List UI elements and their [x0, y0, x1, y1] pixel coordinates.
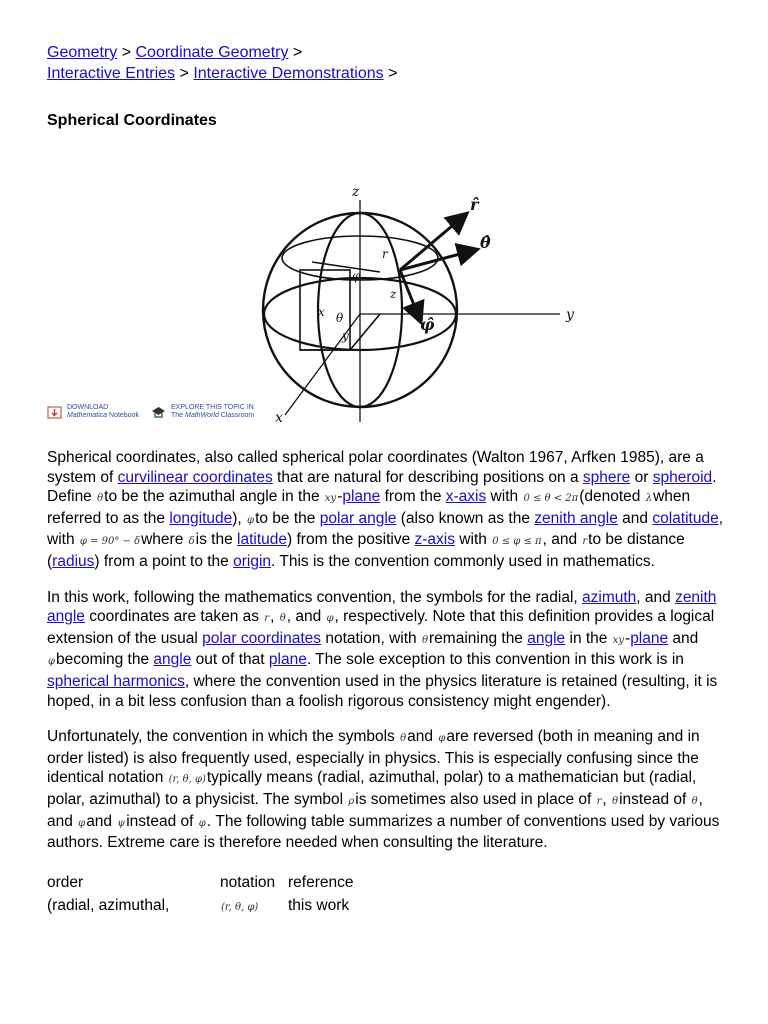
table-row — [47, 894, 727, 919]
math-xy: xy — [612, 634, 625, 646]
figure-label-phi: φ — [352, 269, 361, 283]
figure-label-z-axis: z — [352, 184, 360, 200]
math-phi: φ — [247, 514, 255, 526]
link-radius[interactable]: radius — [52, 552, 95, 570]
breadcrumb-link-interactive-entries[interactable]: Interactive Entries — [47, 65, 176, 82]
projection-line-2 — [350, 314, 380, 350]
figure-label-r-hat: r̂ — [470, 195, 479, 214]
download-label-em: Mathematica — [67, 412, 108, 419]
figure-label-theta-hat: θ̂ — [480, 233, 491, 252]
math-phi-range: 0 ≤ φ ≤ π — [492, 536, 542, 548]
math-phi: φ — [48, 656, 56, 668]
paragraph-definition: Spherical coordinates, also called spherical polar coordinates (Walton 1967, Arfken 1985), are a system of curvilinear coordinates that are natural for describing positions on a sphere or spheroid. Define θto be the azimuthal angle in the xy-plane from the x-axis with 0 ≤ θ < 2π(denoted λwhen referred to as the longitude), φto be the polar angle (also known as the zenith angle and colatitude, with φ = 90° − δwhere δis the latitude) from the positive z-axis with 0 ≤ φ ≤ π, and rto be distance (radius) from a point to the origin. This is the convention commonly used in mathematics. — [47, 449, 724, 570]
link-sphere[interactable]: sphere — [582, 468, 631, 486]
math-r: r — [582, 536, 588, 548]
table-cell-notation: (r, θ, φ) — [221, 901, 259, 913]
math-theta-range: 0 ≤ θ < 2π — [523, 493, 579, 505]
sphere-diagram — [47, 142, 574, 432]
math-r: r — [264, 613, 270, 625]
spherical-coordinates-figure — [47, 142, 574, 432]
link-angle-2[interactable]: angle — [153, 651, 192, 669]
breadcrumb-link-geometry[interactable]: Geometry — [47, 44, 118, 61]
figure-actions — [47, 404, 254, 420]
link-zenith-angle-2[interactable]: zenith angle — [47, 588, 717, 626]
conventions-table — [47, 871, 727, 919]
math-lambda: λ — [645, 493, 653, 505]
link-polar-angle[interactable]: polar angle — [319, 509, 397, 527]
figure-label-y: y — [342, 329, 349, 343]
figure-label-x: x — [318, 305, 325, 319]
download-label-rest: Notebook — [107, 412, 139, 419]
link-polar-coordinates[interactable]: polar coordinates — [202, 629, 322, 647]
figure-label-r: r — [382, 247, 388, 261]
link-plane-3[interactable]: plane — [268, 651, 307, 669]
math-phi: φ — [78, 817, 86, 829]
math-theta: θ — [97, 493, 104, 505]
math-theta: θ — [400, 733, 407, 745]
link-spheroid[interactable]: spheroid — [652, 468, 713, 486]
breadcrumb-link-interactive-demonstrations[interactable]: Interactive Demonstrations — [193, 65, 384, 82]
table-header-reference: reference — [288, 873, 354, 891]
math-r-theta-phi: (r, θ, φ) — [168, 774, 206, 786]
explore-label-top: EXPLORE THIS TOPIC IN — [171, 404, 254, 411]
article — [47, 42, 727, 919]
math-delta: δ — [188, 536, 195, 548]
explore-classroom-button[interactable] — [151, 404, 254, 420]
explore-label-rest: Classroom — [218, 412, 255, 419]
paragraph-physics-convention: Unfortunately, the convention in which the symbols θand φare reversed (both in meaning and in order listed) is also frequently used, especially in physics. This is especially confusing since the identical notation (r, θ, φ)typically means (radial, azimuthal, polar) to a mathematician but (radial, polar, azimuthal) to a physicist. The symbol ρis sometimes also used in place of r, θinstead of θ, and φand ψinstead of φ. The following table summarizes a number of conventions used by various authors. Extreme care is therefore needed when consulting the literature. — [47, 728, 720, 852]
math-xy: xy — [324, 493, 337, 505]
link-plane-2[interactable]: plane — [630, 629, 669, 647]
math-psi: ψ — [117, 817, 126, 829]
link-spherical-harmonics[interactable]: spherical harmonics — [47, 672, 185, 690]
link-origin[interactable]: origin — [233, 552, 272, 570]
page-title: Spherical Coordinates — [47, 112, 217, 129]
link-z-axis[interactable]: z-axis — [414, 531, 455, 549]
math-r: r — [596, 795, 602, 807]
link-azimuth[interactable]: azimuth — [582, 588, 637, 606]
math-phi: φ — [198, 817, 206, 829]
link-curvilinear-coordinates[interactable]: curvilinear coordinates — [117, 468, 273, 486]
link-longitude[interactable]: longitude — [169, 509, 233, 527]
math-theta: θ — [691, 795, 698, 807]
figure-label-x-axis: x — [275, 410, 283, 426]
math-theta: θ — [612, 795, 619, 807]
math-rho: ρ — [348, 795, 355, 807]
breadcrumb-link-coordinate-geometry[interactable]: Coordinate Geometry — [135, 44, 289, 61]
explore-label-pre: The — [171, 412, 186, 419]
math-theta: θ — [421, 634, 429, 646]
math-theta: θ — [279, 613, 286, 625]
table-cell-reference: this work — [288, 896, 350, 914]
link-x-axis[interactable]: x-axis — [445, 488, 487, 506]
download-icon — [47, 405, 62, 420]
explore-label-em: MathWorld — [185, 412, 219, 419]
table-header-order: order — [47, 873, 84, 891]
paragraph-convention: In this work, following the mathematics convention, the symbols for the radial, azimuth, and zenith angle coordinates are taken as r, θ, and φ, respectively. Note that this definition provides a logical extension of the usual polar coordinates notation, with θremaining the angle in the xy-plane and φbecoming the angle out of that plane. The sole exception to this convention in this work is in spherical harmonics, where the convention used in the physics literature is retained (resulting, it is hoped, in a bit less confusion than a foolish rigorous consistency might engender). — [47, 588, 718, 710]
download-label-top: DOWNLOAD — [67, 404, 109, 411]
link-plane[interactable]: plane — [342, 488, 381, 506]
math-phi: φ — [326, 613, 334, 625]
link-angle[interactable]: angle — [527, 629, 566, 647]
table-header-row — [47, 871, 727, 894]
link-colatitude[interactable]: colatitude — [652, 509, 719, 527]
figure-label-theta: θ — [336, 311, 344, 325]
math-phi-delta: φ = 90° − δ — [79, 536, 141, 548]
breadcrumb — [47, 42, 727, 84]
link-zenith-angle[interactable]: zenith angle — [534, 509, 618, 527]
table-cell-order: (radial, azimuthal, — [47, 896, 170, 914]
table-header-notation: notation — [220, 873, 276, 891]
breadcrumb-separator: > — [292, 44, 303, 61]
figure-label-z: z — [390, 287, 397, 301]
download-notebook-button[interactable] — [47, 404, 139, 420]
figure-label-phi-hat: φ̂ — [420, 315, 435, 334]
breadcrumb-separator: > — [179, 65, 189, 82]
breadcrumb-separator: > — [121, 44, 132, 61]
figure-label-y-axis: y — [566, 307, 574, 323]
classroom-icon — [151, 405, 166, 420]
link-latitude[interactable]: latitude — [237, 531, 288, 549]
breadcrumb-separator: > — [388, 65, 398, 82]
math-phi: φ — [438, 733, 446, 745]
